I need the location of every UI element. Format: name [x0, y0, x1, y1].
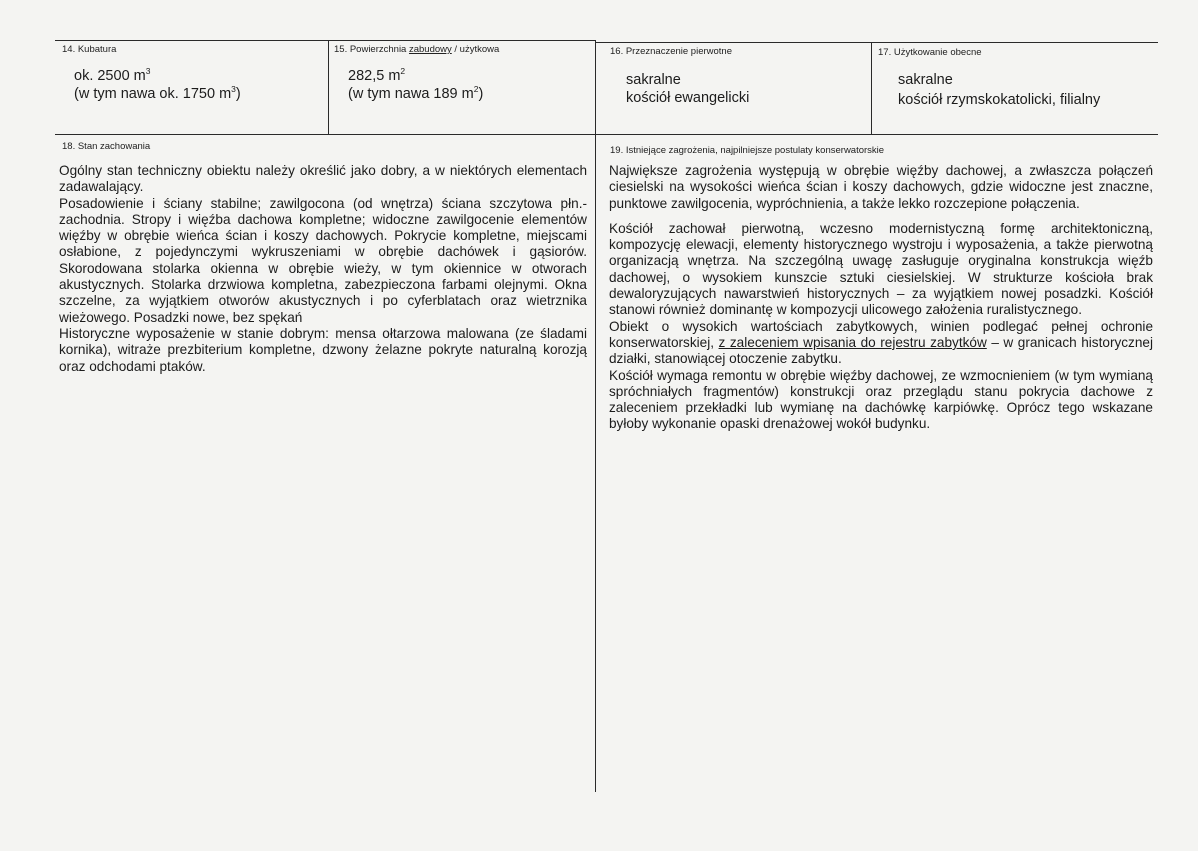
top-border-left [55, 40, 595, 41]
top-border-right [595, 42, 1158, 43]
row-divider-right [595, 134, 1158, 135]
section-15-area: 282,5 $m^2$ [348, 66, 406, 84]
section-19-paragraph-1: Największe zagrożenia występują w obrębie więźby dachowej, a zwłaszcza połączeń ciesielski na wysokości wieńca ścian i koszy dachowych, gdzie widoczne jest znaczne, punktowe zawilgocenia, wypróchnienia, a także lekko rozczepione połączenia. [609, 163, 1153, 211]
section-19-label: 19. Istniejące zagrożenia, najpilniejsze postulaty konserwatorskie [610, 145, 885, 156]
divider-14-15 [328, 40, 329, 134]
section-19-paragraph-3: Obiekt o wysokich wartościach zabytkowych, winien podlegać pełnej ochronie konserwatorskiej, z zaleceniem wpisania do rejestru zabytków – w granicach historycznej działki, stanowiącej otoczenie zabytku. [609, 318, 1153, 367]
section-18-label: 18. Stan zachowania [62, 141, 151, 152]
section-16-line1: sakralne [626, 72, 681, 88]
divider-16-17 [871, 42, 872, 134]
section-15-label: 15. Powierzchnia zabudowy / użytkowa [334, 44, 500, 55]
register-recommendation: z zaleceniem wpisania do rejestru zabytków [718, 334, 987, 350]
section-16-label: 16. Przeznaczenie pierwotne [610, 46, 732, 57]
section-18-text [59, 163, 587, 375]
section-18-paragraph-2: Posadowienie i ściany stabilne; zawilgocona (od wnętrza) ściana szczytowa płn.-zachodnia. Stropy i więźba dachowa kompletne; widoczne zawilgocenie elementów więźby w obrębie wieńca ścian i koszy dachowych. Pokrycie kompletne, miejscami osłabione, z pojedynczymi wykruszeniami w obrębie dachówek i gąsiorów. Skorodowana stolarka okienna w obrębie wieży, w tym okiennice w otworach akustycznych. Stolarka drzwiowa kompletna, zabezpieczona farbami olejnymi. Okna szczelne, za wyjątkiem otworów akustycznych i po cyferblatach oraz wietrznika wieżowego. Posadzki nowe, bez spękań [59, 195, 587, 325]
section-16-line2: kościół ewangelicki [626, 90, 750, 106]
section-19-paragraph-4: Kościół wymaga remontu w obrębie więźby dachowej, ze wzmocnieniem (w tym wymianą spróchniałych fragmentów) konstrukcji oraz przeglądu stanu pokrycia dachowe z zaleceniem przekładki lub wymianę na dachówkę karpiówkę. Oprócz tego wskazane byłoby wykonanie opaski drenażowej wokół budynku. [609, 367, 1153, 432]
section-15-nave-area: (w tym nawa 189 $m^2$) [348, 84, 484, 102]
divider-main [595, 40, 596, 792]
section-17-line1: sakralne [898, 72, 953, 88]
section-18-paragraph-1: Ogólny stan techniczny obiektu należy określić jako dobry, a w niektórych elementach zadawalający. [59, 163, 587, 195]
section-14-nave-volume: (w tym nawa ok. 1750 $m^3$) [74, 84, 241, 102]
section-17-line2: kościół rzymskokatolicki, filialny [898, 92, 1101, 108]
section-19-text [609, 163, 1153, 433]
section-18-paragraph-3: Historyczne wyposażenie w stanie dobrym: mensa ołtarzowa malowana (ze śladami kornika), witraże prezbiterium kompletne, dzwony żelazne pokryte naturalną korozją oraz odchodami ptaków. [59, 325, 587, 374]
section-17-label: 17. Użytkowanie obecne [878, 47, 982, 58]
section-14-label: 14. Kubatura [62, 44, 117, 55]
section-19-paragraph-2: Kościół zachował pierwotną, wczesno modernistyczną formę architektoniczną, kompozycję elewacji, elementy historycznego wystroju i wyposażenia, a także pierwotną organizacją wnętrza. Na szczególną uwagę zasługuje oryginalna konstrukcja więźb dachowej, o wysokiem kunszcie sztuki ciesielskiej. W strukturze kościoła brak dewaloryzujących nawarstwień historycznych – za wyjątkiem nowej posadzki. Kościół stanowi również dominantę w kompozycji ulicowego założenia ruralistycznego. [609, 220, 1153, 318]
row-divider-left [55, 134, 595, 135]
section-14-volume: ok. 2500 $m^3$ [74, 66, 151, 84]
